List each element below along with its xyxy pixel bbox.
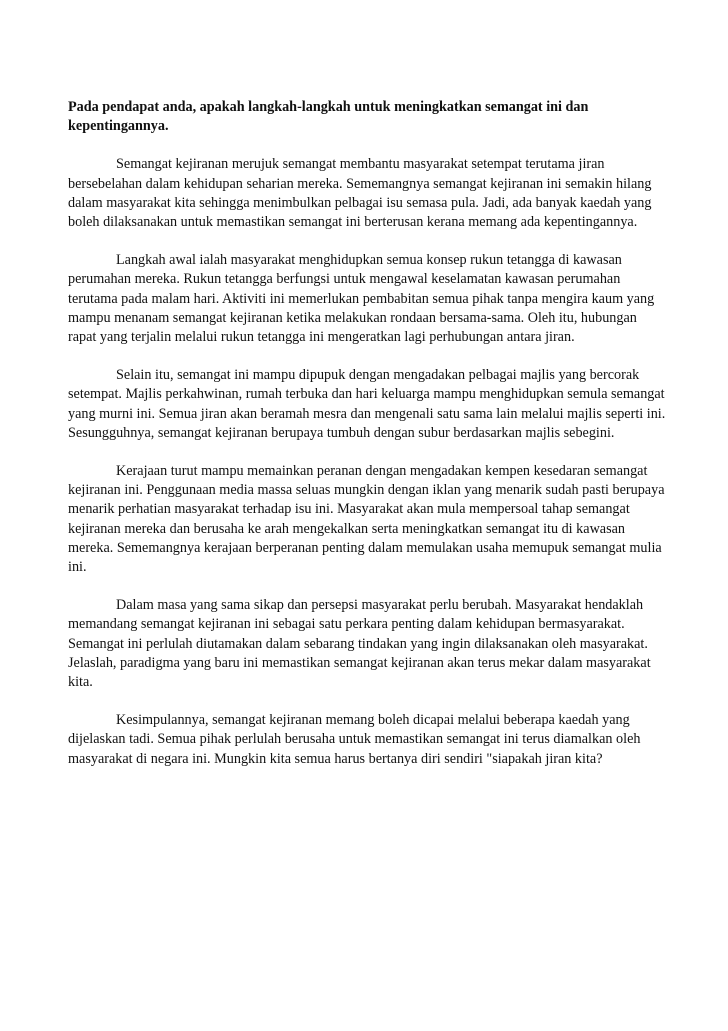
paragraph-kerajaan: Kerajaan turut mampu memainkan peranan dengan mengadakan kempen kesedaran semangat kejiranan ini. Penggunaan media massa seluas mungkin dengan iklan yang menarik sudah pasti berupaya menarik perhatian masyarakat terhadap isu ini. Masyarakat akan mula mempersoal tahap semangat kejiranan mereka dan berusaha ke arah mengekalkan serta meningkatkan semangat itu di kawasan mereka. Sememangnya kerajaan berperanan penting dalam memulakan usaha memupuk semangat mulia ini.: [68, 463, 665, 576]
paragraph-sikap-persepsi: Dalam masa yang sama sikap dan persepsi masyarakat perlu berubah. Masyarakat hendaklah memandang semangat kejiranan ini sebagai satu perkara penting dalam kehidupan bermasyarakat. Semangat ini perlulah diutamakan dalam sebarang tindakan yang ingin dilaksanakan oleh masyarakat. Jelaslah, paradigma yang baru ini memastikan semangat kejiranan akan terus mekar dalam masyarakat kita.: [68, 597, 651, 691]
essay-body: [68, 98, 668, 788]
essay-question: Pada pendapat anda, apakah langkah-langkah untuk meningkatkan semangat ini dan kepentingannya.: [68, 99, 589, 135]
paragraph-kesimpulan: Kesimpulannya, semangat kejiranan memang boleh dicapai melalui beberapa kaedah yang dijelaskan tadi. Semua pihak perlulah berusaha untuk memastikan semangat ini terus diamalkan oleh masyarakat di negara ini. Mungkin kita semua harus bertanya diri sendiri "siapakah jiran kita?: [68, 712, 641, 767]
paragraph-rukun-tetangga: Langkah awal ialah masyarakat menghidupkan semua konsep rukun tetangga di kawasan perumahan mereka. Rukun tetangga berfungsi untuk mengawal keselamatan kawasan perumahan terutama pada malam hari. Aktiviti ini memerlukan pembabitan semua pihak tanpa mengira kaum yang mampu menanam semangat kejiranan ketika melakukan rondaan bersama-sama. Oleh itu, hubungan rapat yang terjalin melalui rukun tetangga ini mengeratkan lagi perhubungan antara jiran.: [68, 252, 655, 346]
paragraph-introduction: Semangat kejiranan merujuk semangat membantu masyarakat setempat terutama jiran bersebelahan dalam kehidupan seharian mereka. Sememangnya semangat kejiranan ini semakin hilang dalam masyarakat kita sehingga menimbulkan pelbagai isu semasa pula. Jadi, ada banyak kaedah yang boleh dilaksanakan untuk memastikan semangat ini berterusan kerana memang ada kepentingannya.: [68, 156, 652, 231]
paragraph-majlis: Selain itu, semangat ini mampu dipupuk dengan mengadakan pelbagai majlis yang bercorak setempat. Majlis perkahwinan, rumah terbuka dan hari keluarga mampu menghidupkan semula semangat yang murni ini. Semua jiran akan beramah mesra dan mengenali satu sama lain melalui majlis seperti ini. Sesungguhnya, semangat kejiranan berupaya tumbuh dengan subur berdasarkan majlis sebegini.: [68, 367, 666, 441]
